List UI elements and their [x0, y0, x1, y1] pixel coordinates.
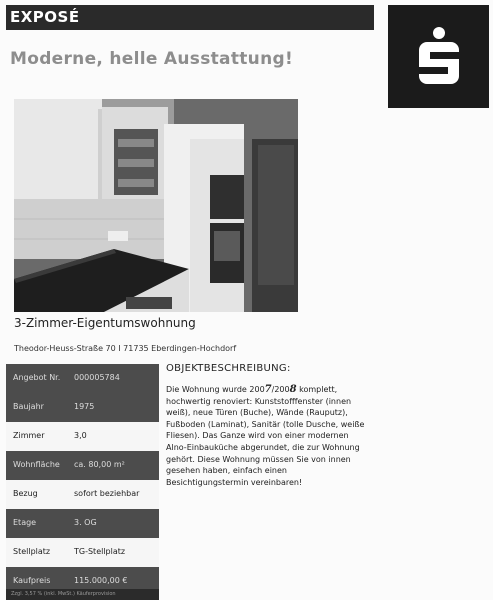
- fact-label: Zimmer: [13, 431, 45, 440]
- fact-label: Baujahr: [13, 402, 44, 411]
- fact-value: TG-Stellplatz: [74, 547, 126, 556]
- fact-value: 115.000,00 €: [74, 576, 128, 585]
- fact-row: [6, 393, 159, 422]
- fact-row: [6, 538, 159, 567]
- handwritten-digit: 7: [264, 384, 272, 395]
- fact-row: [6, 422, 159, 451]
- fact-value: ca. 80,00 m²: [74, 460, 125, 469]
- expose-header-bar: [6, 5, 374, 30]
- sparkasse-s-icon: [418, 27, 460, 85]
- sparkasse-logo: [388, 5, 489, 108]
- fact-label: Kaufpreis: [13, 576, 51, 585]
- fact-label: Stellplatz: [13, 547, 51, 556]
- page-headline: Moderne, helle Ausstattung!: [10, 49, 293, 69]
- fact-row: [6, 480, 159, 509]
- expose-title: EXPOSÉ: [10, 8, 80, 26]
- footer-note: Zzgl. 3,57 % (inkl. MwSt.) Käuferprovision: [11, 591, 116, 597]
- fact-row: [6, 364, 159, 393]
- description-part: /200: [271, 385, 290, 394]
- kitchen-photo: [14, 99, 298, 312]
- handwritten-digit: 8: [289, 384, 297, 395]
- description-heading: OBJEKTBESCHREIBUNG:: [166, 363, 291, 374]
- property-type: 3-Zimmer-Eigentumswohnung: [14, 316, 196, 330]
- fact-value: sofort beziehbar: [74, 489, 140, 498]
- fact-row: [6, 509, 159, 538]
- facts-table: [6, 364, 159, 600]
- fact-value: 000005784: [74, 373, 120, 382]
- description-part: Die Wohnung wurde 200: [166, 385, 265, 394]
- description-part: komplett, hochwertig renoviert: Kunststofffenster (innen weiß), neue Türen (Buche), Wände (Rauputz), Fußboden (Laminat), Sanitär (tolle Dusche, weiße Fliesen). Das Ganze wird von einer modernen Alno-Einbauküche abgerundet, die zur Wohnung gehört. Diese Wohnung müssen Sie von innen gesehen haben, einfach einen Besichtigungstermin vereinbaren!: [166, 385, 365, 487]
- fact-label: Angebot Nr.: [13, 373, 61, 382]
- fact-label: Etage: [13, 518, 37, 527]
- description-text: [166, 384, 371, 488]
- fact-row: [6, 451, 159, 480]
- fact-label: Bezug: [13, 489, 38, 498]
- fact-value: 1975: [74, 402, 95, 411]
- fact-label: Wohnfläche: [13, 460, 60, 469]
- fact-value: 3,0: [74, 431, 87, 440]
- property-address: Theodor-Heuss-Straße 70 I 71735 Eberdingen-Hochdorf: [14, 344, 237, 353]
- fact-value: 3. OG: [74, 518, 97, 527]
